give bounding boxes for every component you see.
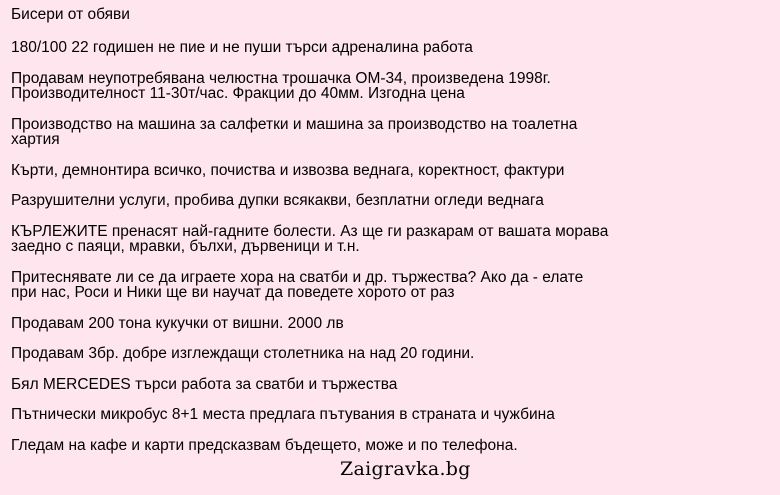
ad-item: Бял MERCEDES търси работа за сватби и тържества [11,375,398,393]
ad-item: Кърти, демнонтира всичко, почиства и извозва веднага, коректност, фактури [11,161,565,179]
content [11,6,771,468]
ad-item: 180/100 22 годишен не пие и не пуши търси адреналина работа [11,39,473,56]
ad-item: Гледам на кафе и карти предсказвам бъдещето, може и по телефона. [11,436,518,454]
ad-item: Разрушителни услуги, пробива дупки всякакви, безплатни огледи веднага [11,192,544,209]
ad-item: Продавам 3бр. добре изглеждащи столетника на над 20 години. [11,345,475,362]
ad-item: Производство на машина за салфетки и машина за производство на тоалетна хартия [11,115,578,148]
ad-item: Притесняватe ли се да играете хора на сватби и др. тържества? Ако да - елате при нас, Роси и Ники ще ви научат да поведете хорото от раз [11,268,584,301]
ad-item: Продавам 200 тона кукучки от вишни. 2000 лв [11,314,344,332]
site-watermark: Zaigravka.bg [340,458,471,480]
ad-item: Пътнически микробус 8+1 места предлага пътувания в страната и чужбина [11,406,555,423]
page-title: Бисери от обяви [11,6,130,23]
ads-list [11,40,771,453]
ad-item: КЪРЛЕЖИТЕ пренасят най-гадните болести. Аз ще ги разкарам от вашата морава заедно с паяци, мравки, бълхи, дървеници и т.н. [11,222,609,255]
ad-item: Продавам неупотребявана челюстна трошачка ОМ-34, произведена 1998г. Производителност 11-30т/час. Фракции до 40мм. Изгодна цена [11,69,551,102]
